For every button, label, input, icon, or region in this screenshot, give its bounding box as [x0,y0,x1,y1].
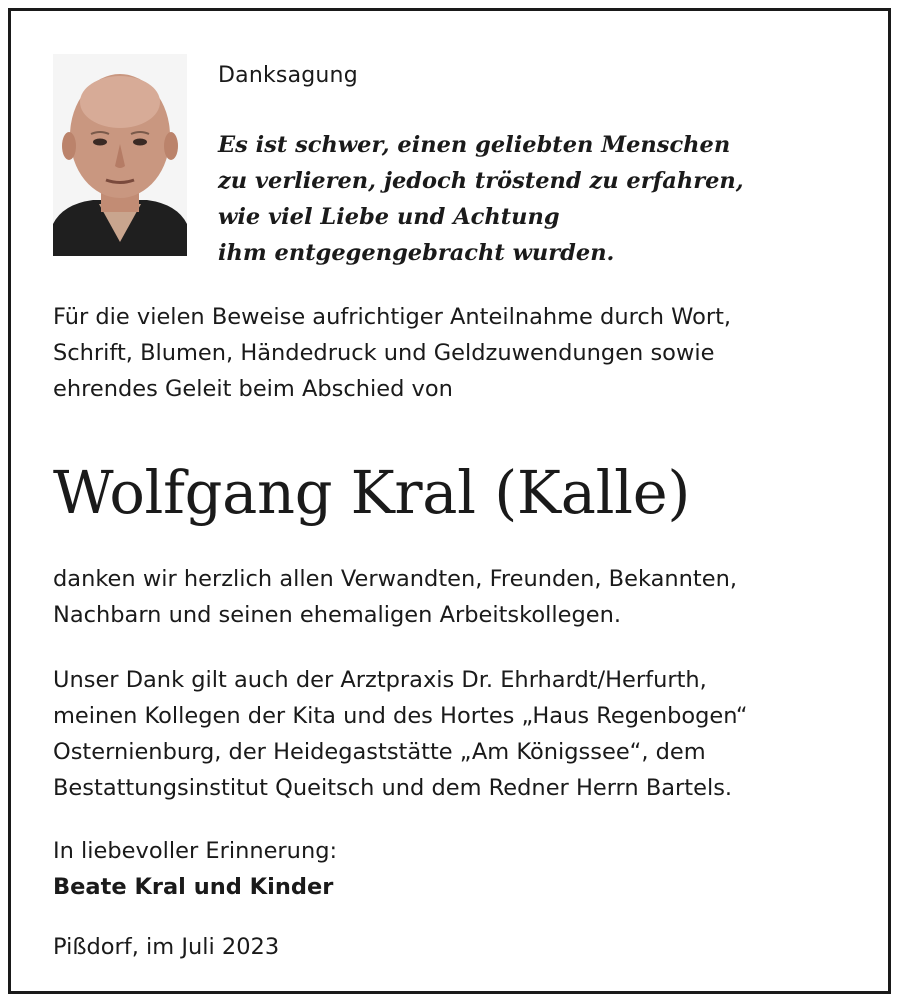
quote-line: zu verlieren, jedoch tröstend zu erfahren, [218,168,744,194]
quote-line: wie viel Liebe und Achtung [218,204,560,230]
place-date: Pißdorf, im Juli 2023 [53,934,280,960]
quote-line: ihm entgegengebracht wurden. [218,240,615,266]
quote-block [218,127,744,271]
special-thanks-paragraph [53,662,748,806]
portrait-photo [53,54,187,256]
closing-label: In liebevoller Erinnerung: [53,838,338,864]
portrait-illustration [53,54,187,256]
obituary-notice [8,8,891,994]
text-line: Osternienburg, der Heidegaststätte „Am Königssee“, dem [53,739,706,765]
thanks-paragraph [53,561,737,633]
text-line: Bestattungsinstitut Queitsch und dem Redner Herrn Bartels. [53,775,733,801]
quote-line: Es ist schwer, einen geliebten Menschen [218,132,731,158]
deceased-name: Wolfgang Kral (Kalle) [53,458,691,527]
signers: Beate Kral und Kinder [53,874,334,900]
text-line: meinen Kollegen der Kita und des Hortes „Haus Regenbogen“ [53,703,748,729]
text-line: ehrendes Geleit beim Abschied von [53,376,453,402]
text-line: danken wir herzlich allen Verwandten, Freunden, Bekannten, [53,566,737,592]
text-line: Schrift, Blumen, Händedruck und Geldzuwendungen sowie [53,340,715,366]
text-line: Unser Dank gilt auch der Arztpraxis Dr. Ehrhardt/Herfurth, [53,667,707,693]
text-line: Nachbarn und seinen ehemaligen Arbeitskollegen. [53,602,622,628]
intro-paragraph [53,299,731,407]
notice-heading: Danksagung [218,63,358,88]
closing-block [53,833,337,905]
text-line: Für die vielen Beweise aufrichtiger Anteilnahme durch Wort, [53,304,732,330]
